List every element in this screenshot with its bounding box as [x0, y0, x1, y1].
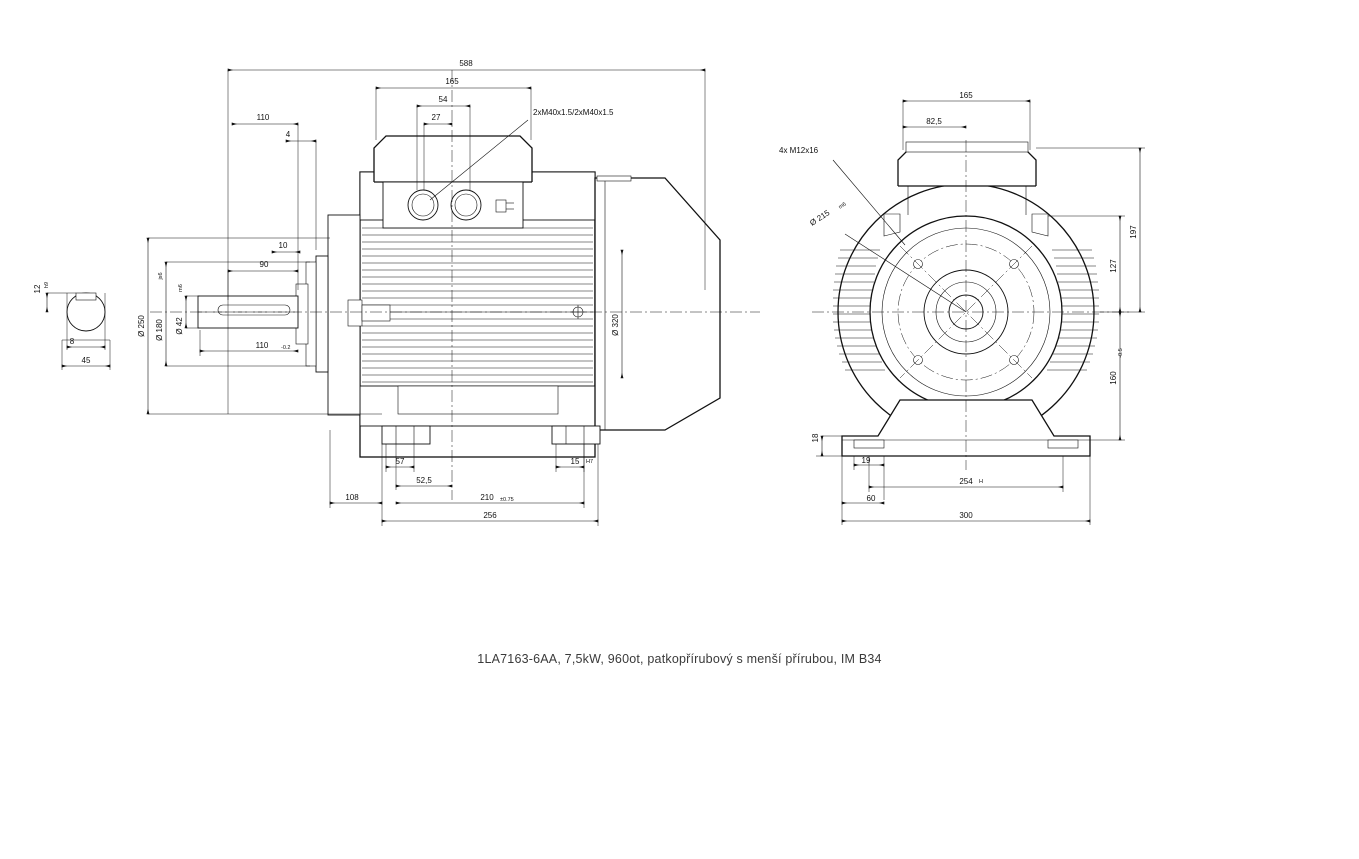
dim-front-254: 254 — [959, 477, 973, 486]
dim-dia-180: Ø 180 — [155, 319, 164, 341]
dim-shaft-tol: -0.2 — [281, 345, 291, 351]
dim-front-197: 197 — [1129, 225, 1138, 239]
dim-front-60: 60 — [866, 494, 876, 503]
fan-cowl — [595, 178, 720, 430]
dim-overall-length: 588 — [459, 59, 473, 68]
dim-key-45: 45 — [81, 356, 91, 365]
drawing-caption: 1LA7163-6AA, 7,5kW, 960ot, patkopřírubový s menší přírubou, IM B34 — [477, 652, 882, 666]
foot-pad-right — [1048, 440, 1078, 448]
terminal-box-tab — [496, 200, 506, 212]
dim-front-127: 127 — [1109, 259, 1118, 273]
dim-front-254-tol: H — [979, 479, 983, 485]
lifting-lug-left — [884, 214, 900, 236]
frame-lug-left — [348, 300, 362, 326]
foot-left — [382, 426, 430, 444]
dim-foot-15: 15 — [570, 457, 580, 466]
dim-dia-320: Ø 320 — [611, 314, 620, 336]
bolt-note: 4x M12x16 — [779, 146, 819, 155]
dim-dia-42-tol: m6 — [178, 284, 184, 292]
dim-gap-4: 4 — [285, 130, 291, 139]
dim-foot-210-tol: ±0.75 — [500, 497, 514, 503]
flange-plate — [316, 256, 328, 372]
foot-right — [552, 426, 600, 444]
dim-key-90: 90 — [259, 260, 269, 269]
frame-lug-left-2 — [362, 305, 390, 321]
dim-foot-256: 256 — [483, 511, 497, 520]
dim-box-length: 165 — [445, 77, 459, 86]
foot-pad-left — [854, 440, 884, 448]
dim-foot-210: 210 — [480, 493, 494, 502]
front-terminal-lid — [906, 142, 1028, 152]
dim-box-27: 27 — [431, 113, 441, 122]
frame-bottom-panel — [398, 386, 558, 414]
cable-gland-2-inner — [455, 194, 477, 216]
terminal-box — [374, 136, 532, 182]
key-top — [76, 293, 96, 300]
dim-dia-250: Ø 250 — [137, 315, 146, 337]
cable-gland-1-inner — [412, 194, 434, 216]
dim-front-300: 300 — [959, 511, 973, 520]
dim-shaft-110: 110 — [255, 341, 269, 350]
cowl-lip — [597, 176, 631, 181]
dim-front-160: 160 — [1109, 371, 1118, 385]
dim-box-54: 54 — [438, 95, 448, 104]
dim-key-8: 8 — [69, 337, 75, 346]
dim-dia-180-tol: js6 — [158, 272, 164, 280]
shaft-keyway — [218, 305, 290, 315]
terminal-gland-note: 2xM40x1.5/2xM40x1.5 — [533, 108, 614, 117]
dim-key-12: 12 — [33, 284, 42, 294]
pitch-circle-label: Ø 215 — [808, 208, 832, 228]
dim-front-82-5: 82,5 — [926, 117, 942, 126]
dim-dia-42: Ø 42 — [175, 317, 184, 335]
dim-foot-57: 57 — [395, 457, 405, 466]
dim-foot-15-tol: H7 — [586, 459, 594, 465]
dim-front-18: 18 — [811, 433, 820, 443]
dim-front-165: 165 — [959, 91, 973, 100]
lifting-lug-right — [1032, 214, 1048, 236]
dim-shaft-to-box: 110 — [256, 113, 270, 122]
dim-front-160-tol: -0.5 — [1118, 348, 1124, 358]
dim-foot-108: 108 — [345, 493, 359, 502]
dim-key-10: 10 — [278, 241, 288, 250]
front-terminal-box — [898, 150, 1036, 186]
pitch-circle-tol: m6 — [837, 201, 848, 211]
dim-foot-52-5: 52,5 — [416, 476, 432, 485]
dim-key-12-tol: h9 — [44, 281, 50, 289]
dim-front-19: 19 — [861, 456, 871, 465]
